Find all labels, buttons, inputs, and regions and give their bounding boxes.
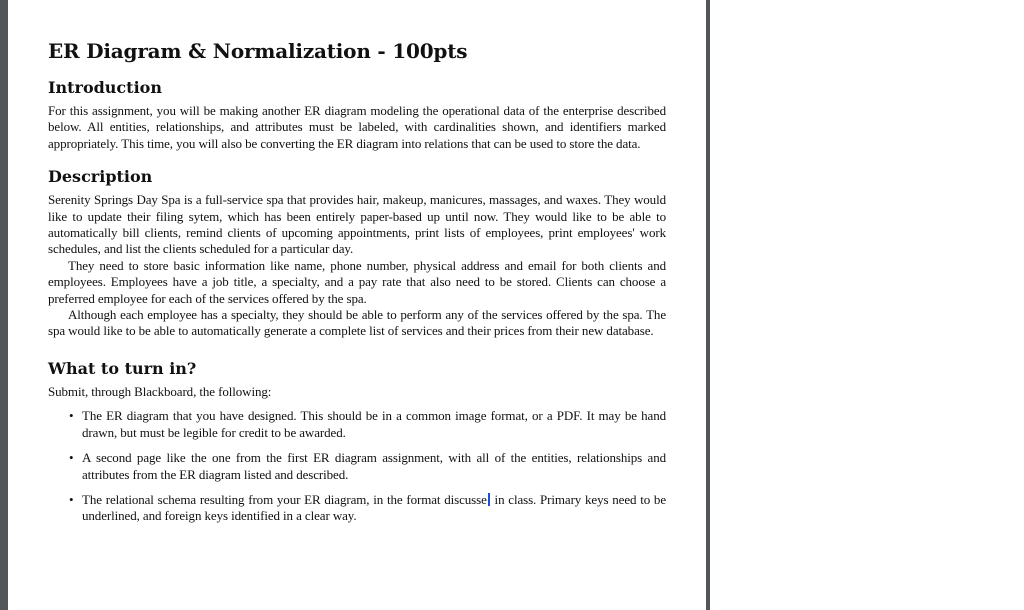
- bullet-icon: •: [69, 450, 74, 466]
- bullet-icon: •: [69, 491, 74, 507]
- document-title: ER Diagram & Normalization - 100pts: [48, 39, 468, 63]
- list-item-text-before-cursor: The relational schema resulting from your ER diagram, in the format discusse: [82, 491, 487, 507]
- list-item: [48, 492, 666, 525]
- turn-in-heading: What to turn in?: [48, 358, 197, 378]
- turn-in-intro: Submit, through Blackboard, the following:: [48, 383, 272, 399]
- description-paragraph-2: They need to store basic information like name, phone number, physical address and email for both clients and employees. Employees have a job title, a specialty, and a pay rate that also need to be stored. Clients can choose a preferred employee for each of the services offered by the spa.: [48, 257, 666, 306]
- list-item-text: The ER diagram that you have designed. This should be in a common image format, or a PDF. It may be hand drawn, but must be legible for credit to be awarded.: [82, 408, 666, 440]
- list-item-text-after-cursor: in class. Primary keys need to be underlined, and foreign keys identified in a clear way.: [82, 491, 667, 524]
- list-item: [48, 450, 666, 483]
- page-content: [48, 37, 666, 525]
- document-page: [8, 0, 706, 610]
- description-paragraph-3: Although each employee has a specialty, they should be able to perform any of the services offered by the spa. The spa would like to be able to automatically generate a complete list of services and their prices from their new database.: [48, 307, 666, 339]
- description-heading: Description: [48, 167, 153, 187]
- introduction-paragraph: For this assignment, you will be making another ER diagram modeling the operational data of the enterprise described below. All entities, relationships, and attributes must be labeled, with cardinalities shown, and identifiers marked appropriately. This time, you will also be converting the ER diagram into relations that can be used to store the data.: [48, 103, 666, 151]
- turn-in-list: [48, 408, 666, 524]
- list-item-text: A second page like the one from the first ER diagram assignment, with all of the entities, relationships and attributes from the ER diagram listed and described.: [82, 450, 666, 482]
- introduction-heading: Introduction: [48, 78, 162, 97]
- bullet-icon: •: [69, 408, 74, 424]
- text-cursor: [488, 493, 490, 506]
- list-item: [48, 408, 666, 441]
- description-paragraph-1: Serenity Springs Day Spa is a full-service spa that provides hair, makeup, manicures, massages, and waxes. They would like to update their filing sytem, which has been entirely paper-based up until now. They would like to be able to automatically bill clients, remind clients of upcoming appointments, print lists of employees, print employees' work schedules, and list the clients scheduled for a particular day.: [48, 192, 666, 257]
